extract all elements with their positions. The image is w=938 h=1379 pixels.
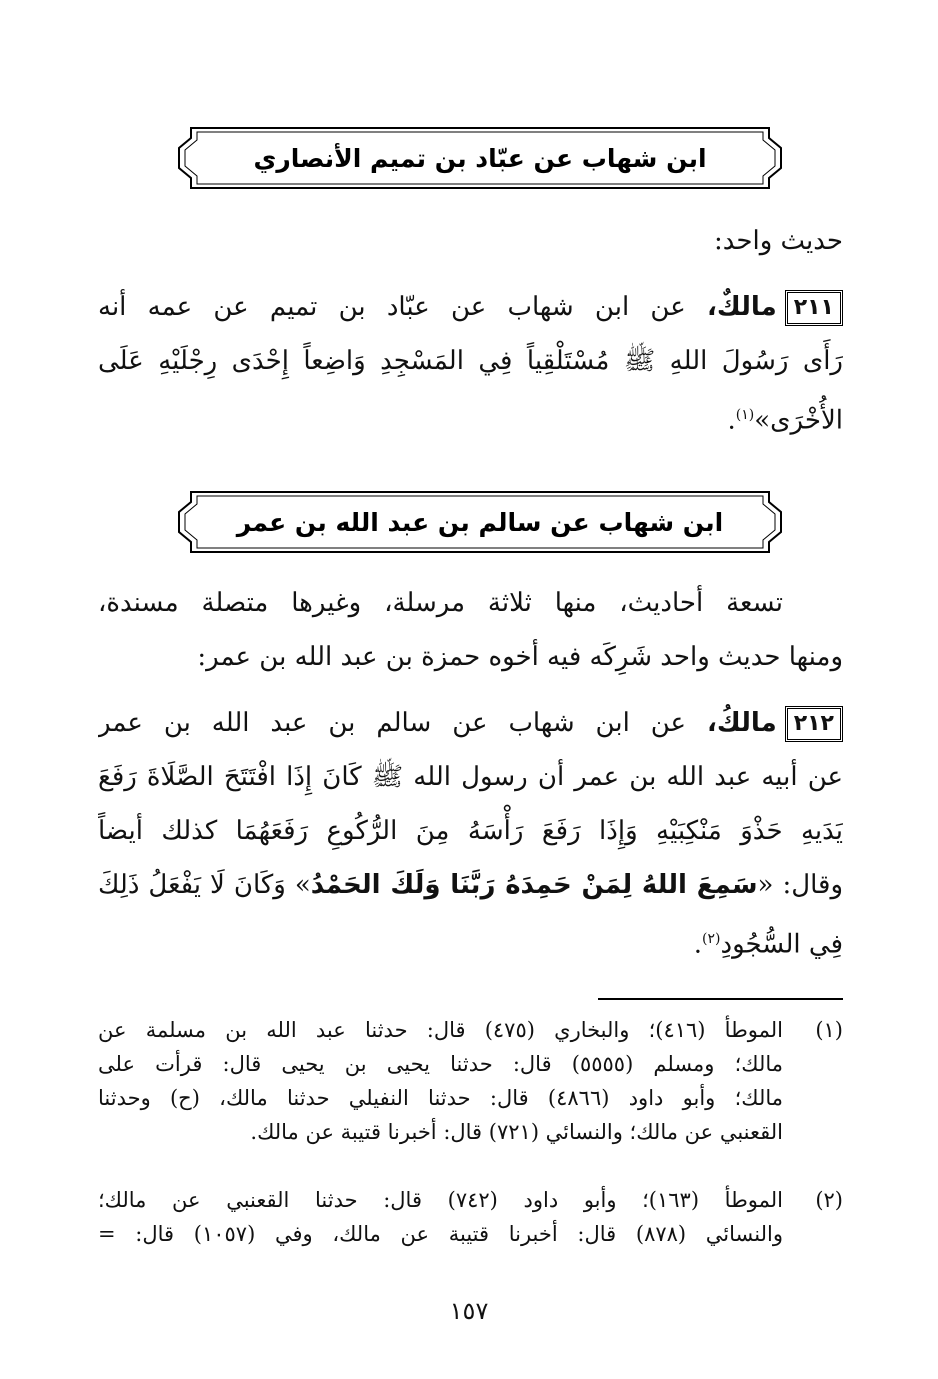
chapter-heading-frame — [177, 490, 783, 554]
chapter-heading: ابن شهاب عن عبّاد بن تميم الأنصاري — [253, 143, 707, 173]
quoted-dua: سَمِعَ اللهُ لِمَنْ حَمِدَهُ رَبَّنَا وَلَكَ الحَمْدُ — [310, 870, 758, 900]
hadith-line: فِي السُّجُودِ — [720, 929, 843, 960]
intro-text: تسعة أحاديث، منها ثلاثة مرسلة، وغيرها متصلة مسندة، — [98, 588, 783, 618]
narrator-name: مالكٌ، — [706, 292, 777, 322]
footnote-separator — [598, 998, 843, 1000]
footnote-line: مالك؛ وأبو داود (٤٨٦٦) قال: حدثنا النفيلي حدثنا مالك، (ح) وحدثنا — [98, 1086, 783, 1110]
footnote-line: القعنبي عن مالك؛ والنسائي (٧٢١) قال: أخبرنا قتيبة عن مالك. — [250, 1120, 783, 1144]
hadith-212 — [98, 696, 843, 972]
hadith-text: وقال: « — [757, 870, 843, 900]
footnote-ref[interactable]: (١) — [735, 407, 755, 423]
section-intro — [98, 214, 843, 268]
intro-text: ومنها حديث واحد شَرِكَه فيه أخوه حمزة بن عبد الله بن عمر: — [197, 642, 843, 672]
hadith-line: عن أبيه عبد الله بن عمر أن رسول الله ﷺ كَانَ إِذَا افْتَتَحَ الصَّلَاةَ رَفَعَ — [98, 762, 843, 792]
footnote-line: والنسائي (٨٧٨) قال: أخبرنا قتيبة عن مالك، وفي (١٠٥٧) قال: = — [98, 1222, 783, 1246]
footnote-line: الموطأ (٤١٦)؛ والبخاري (٤٧٥) قال: حدثنا عبد الله بن مسلمة عن — [98, 1018, 783, 1042]
hadith-211 — [98, 280, 843, 448]
chapter-heading-frame — [177, 126, 783, 190]
hadith-text: » وَكَانَ لَا يَفْعَلُ ذَلِكَ — [98, 870, 311, 900]
page-number: ١٥٧ — [449, 1297, 489, 1325]
hadith-line: عن ابن شهاب عن سالم بن عبد الله بن عمر — [98, 708, 687, 738]
hadith-number-badge: ٢١١ — [785, 290, 843, 326]
hadith-line: رَأَى رَسُولَ اللهِ ﷺ مُسْتَلْقِياً فِي المَسْجِدِ وَاضِعاً إِحْدَى رِجْلَيْهِ عَلَى — [98, 346, 843, 376]
footnote-1 — [98, 1013, 843, 1149]
end-mark: . — [693, 929, 703, 960]
chapter-heading: ابن شهاب عن سالم بن عبد الله بن عمر — [236, 507, 724, 537]
footnote-number: (٢) — [815, 1188, 843, 1212]
narrator-name: مالكُ، — [706, 708, 777, 738]
footnote-number: (١) — [815, 1018, 843, 1042]
hadith-line: الأُخْرَى» — [754, 405, 843, 436]
footnote-ref[interactable]: (٢) — [702, 931, 721, 947]
footnote-line: الموطأ (١٦٣)؛ وأبو داود (٧٤٢) قال: حدثنا القعنبي عن مالك؛ — [98, 1188, 783, 1212]
end-mark: . — [727, 405, 736, 436]
footnote-line: مالك؛ ومسلم (٥٥٥٥) قال: حدثنا يحيى بن يحيى قال: قرأت على — [98, 1052, 783, 1076]
hadith-line: عن ابن شهاب عن عبّاد بن تميم عن عمه أنه — [98, 292, 686, 322]
intro-text: حديث واحد: — [713, 226, 843, 256]
section-intro — [98, 576, 843, 684]
footnote-2 — [98, 1183, 843, 1251]
hadith-line: يَدَيهِ حَذْوَ مَنْكِبَيْهِ وَإِذَا رَفَعَ رَأْسَهُ مِنَ الرُّكُوعِ رَفَعَهُمَا كذلك أيضاً — [98, 816, 843, 846]
hadith-number-badge: ٢١٢ — [785, 706, 843, 742]
